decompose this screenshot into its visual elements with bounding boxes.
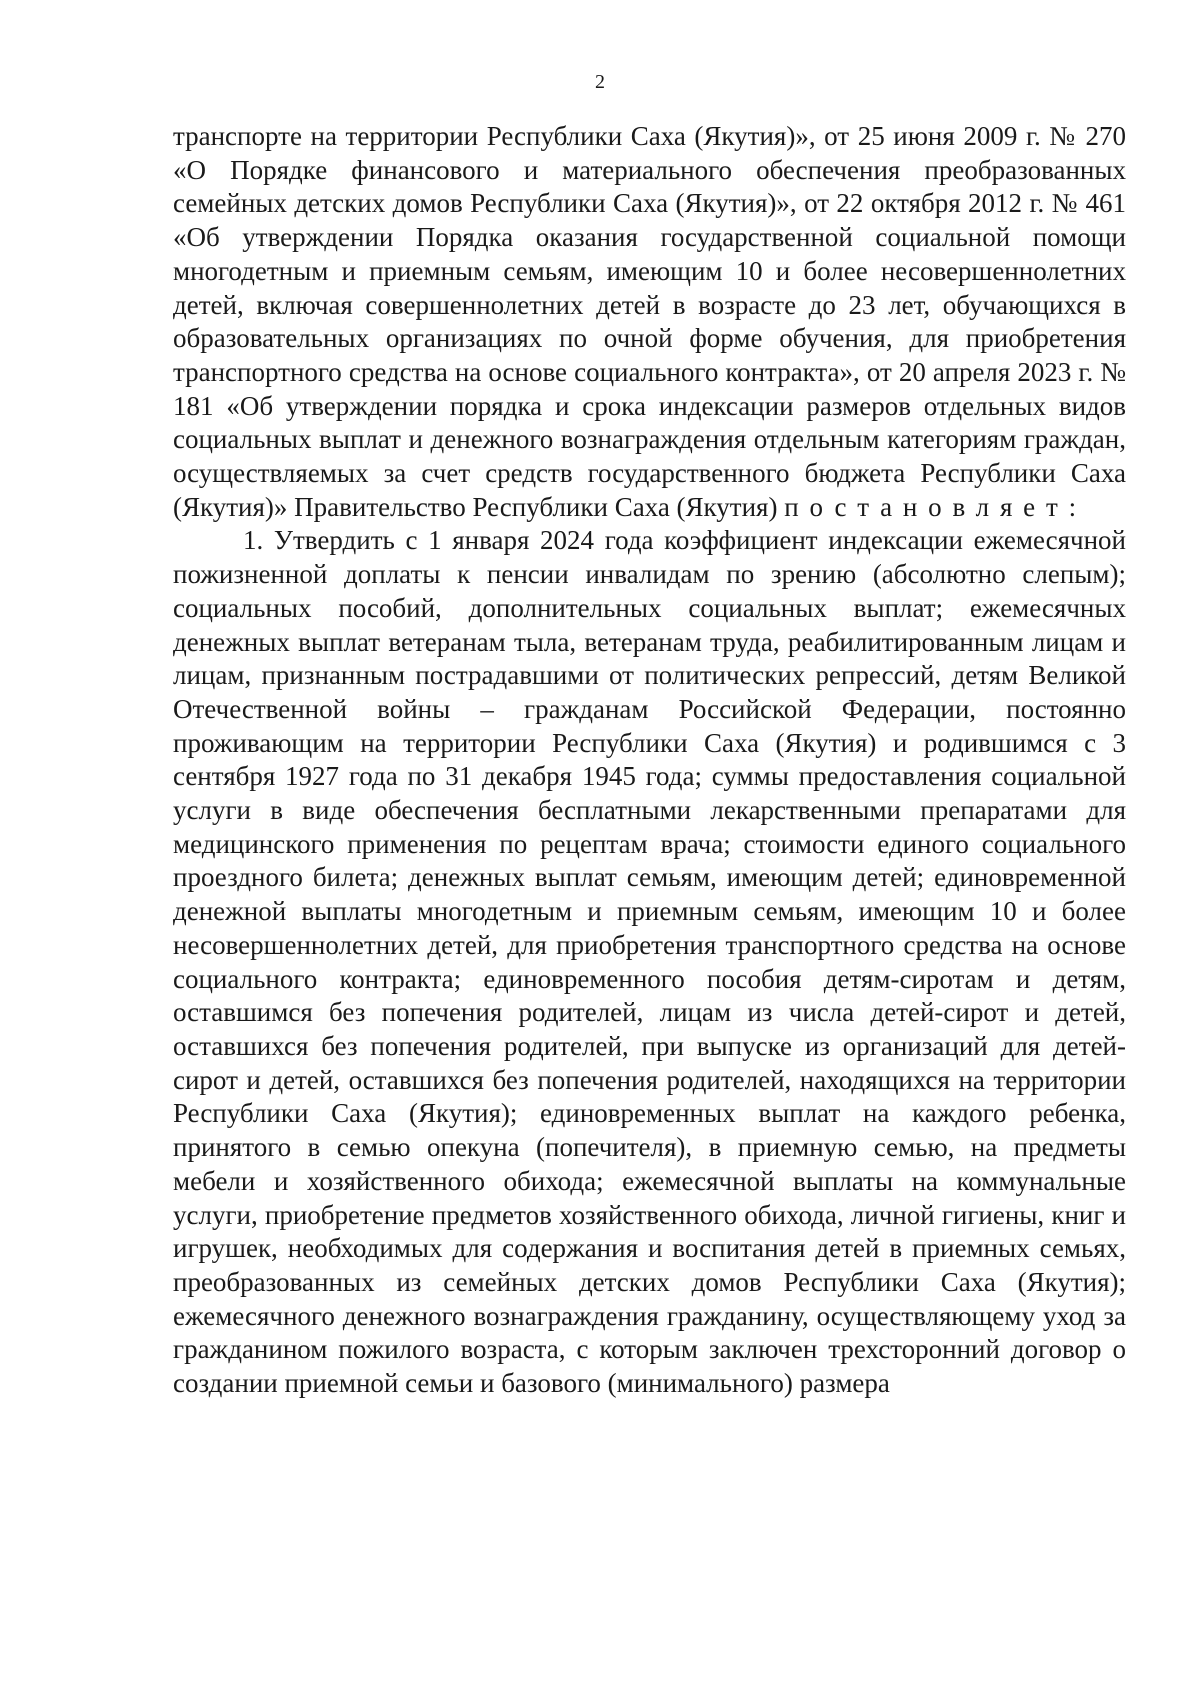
paragraph-colon: :	[1068, 491, 1077, 522]
paragraph-item-1: 1. Утвердить с 1 января 2024 года коэффициент индексации ежемесячной пожизненной доплаты к пенсии инвалидам по зрению (абсолютно слепым); социальных пособий, дополнительных социальных выплат; ежемесячных денежных выплат ветеранам тыла, ветеранам труда, реабилитированным лицам и лицам, признанным пострадавшими от политических репрессий, детям Великой Отечественной войны – гражданам Российской Федерации, постоянно проживающим на территории Республики Саха (Якутия) и родившимся с 3 сентября 1927 года по 31 декабря 1945 года; суммы предоставления социальной услуги в виде обеспечения бесплатными лекарственными препаратами для медицинского применения по рецептам врача; стоимости единого социального проездного билета; денежных выплат семьям, имеющим детей; единовременной денежной выплаты многодетным и приемным семьям, имеющим 10 и более несовершеннолетних детей, для приобретения транспортного средства на основе социального контракта; единовременного пособия детям-сиротам и детям, оставшимся без попечения родителей, лицам из числа детей-сирот и детей, оставшихся без попечения родителей, при выпуске из организаций для детей-сирот и детей, оставшихся без попечения родителей, находящихся на территории Республики Саха (Якутия); единовременных выплат на каждого ребенка, принятого в семью опекуна (попечителя), в приемную семью, на предметы мебели и хозяйственного обихода; ежемесячной выплаты на коммунальные услуги, приобретение предметов хозяйственного обихода, личной гигиены, книг и игрушек, необходимых для содержания и воспитания детей в приемных семьях, преобразованных из семейных детских домов Республики Саха (Якутия); ежемесячного денежного вознаграждения гражданину, осуществляющему уход за гражданином пожилого возраста, с которым заключен трехсторонний договор о создании приемной семьи и базового (минимального) размера	[173, 525, 1126, 1399]
spaced-verb: постановляет	[784, 491, 1069, 522]
paragraph-continuation	[173, 120, 1126, 524]
paragraph-text: транспорте на территории Республики Саха (Якутия)», от 25 июня 2009 г. № 270 «О Порядке финансового и материального обеспечения преобразованных семейных детских домов Республики Саха (Якутия)», от 22 октября 2012 г. № 461 «Об утверждении Порядка оказания государственной социальной помощи многодетным и приемным семьям, имеющим 10 и более несовершеннолетних детей, включая совершеннолетних детей в возрасте до 23 лет, обучающихся в образовательных организациях по очной форме обучения, для приобретения транспортного средства на основе социального контракта», от 20 апреля 2023 г. № 181 «Об утверждении порядка и срока индексации размеров отдельных видов социальных выплат и денежного вознаграждения отдельным категориям граждан, осуществляемых за счет средств государственного бюджета Республики Саха (Якутия)» Правительство Республики Саха (Якутия)	[173, 121, 1126, 522]
document-body	[173, 120, 1126, 1401]
page-number: 2	[595, 71, 605, 93]
